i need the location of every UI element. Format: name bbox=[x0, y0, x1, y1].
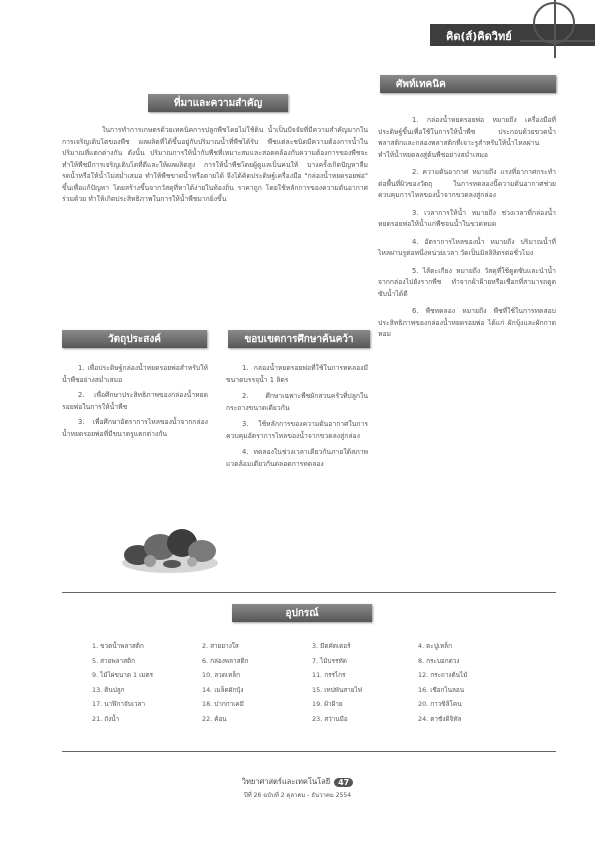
objective-item: 2. เพื่อศึกษาประสิทธิภาพของกล่องน้ำหยดรอยพ่อในการให้น้ำพืช bbox=[62, 391, 208, 411]
equipment-item: 12. กระถางต้นไม้ bbox=[418, 671, 468, 679]
crosshair-horizontal-line bbox=[520, 40, 595, 42]
equipment-item: 10. ลวดเหล็ก bbox=[202, 671, 241, 679]
scope-list bbox=[226, 363, 368, 475]
issue-info: ปีที่ 26 ฉบับที่ 2 ตุลาคม - ธันวาคม 2554 bbox=[243, 792, 352, 799]
scope-item: 2. ศึกษาเฉพาะพืชผักสวนครัวที่ปลูกในกระถางขนาดเดียวกัน bbox=[226, 392, 368, 412]
scope-item: 3. ใช้หลักการของความดันอากาศในการควบคุมอัตราการไหลของน้ำจากขวดลงสู่กล่อง bbox=[226, 420, 368, 440]
background-paragraph bbox=[62, 125, 368, 206]
technique-item: 5. ไส้ตะเกียง หมายถึง วัสดุที่ใช้ดูดซับและนำน้ำจากกล่องไปยังรากพืช ทำจากผ้าฝ้ายหรือเชือกที่สามารถดูดซับน้ำได้ดี bbox=[378, 266, 556, 298]
equipment-item: 23. สว่านมือ bbox=[312, 714, 348, 723]
page-number: 47 bbox=[334, 778, 353, 787]
equipment-item: 2. สายยางใส bbox=[202, 642, 239, 650]
scope-item: 4. ทดลองในช่วงเวลาเดียวกันภายใต้สภาพแวดล้อมเดียวกันตลอดการทดลอง bbox=[226, 448, 368, 468]
crosshair-vertical-line bbox=[554, 0, 556, 58]
scope-item: 1. กล่องน้ำหยดรอยพ่อที่ใช้ในการทดลองมีขนาดบรรจุน้ำ 1 ลิตร bbox=[226, 364, 368, 384]
equipment-item: 16. เชือกไนลอน bbox=[418, 685, 465, 694]
equipment-item: 20. กาวซิลิโคน bbox=[418, 700, 462, 708]
equipment-item: 15. เทปพันสายไฟ bbox=[312, 685, 363, 694]
technique-item: 2. ความดันอากาศ หมายถึง แรงที่อากาศกระทำต่อพื้นที่ผิวของวัตถุ ในการทดลองนี้ความดันอากาศช่วยควบคุมการไหลของน้ำจากขวดลงสู่กล่อง bbox=[378, 168, 556, 199]
scope-heading: ขอบเขตการศึกษาค้นคว้า bbox=[228, 330, 370, 348]
background-text: ในการทำการเกษตรด้วยเทคนิคการปลูกพืชโดยไม่ใช้ดิน น้ำเป็นปัจจัยที่มีความสำคัญมากในการเจริญเติบโตของพืช ผลผลิตที่ได้ขึ้นอยู่กับปริมาณน้ำที่พืชได้รับ พืชแต่ละชนิดมีความต้องการน้ำในปริมาณที่แตกต่างกัน ดังนั้น ปริมาณการให้น้ำกับพืชที่เหมาะสมและสอดคล้องกับความต้องการของพืชจะทำให้พืชมีการเจริญเติบโตที่ดีและให้ผลผลิตสูง การให้น้ำพืชโดยผู้ดูแลเป็นคนให้ บางครั้งเกิดปัญหาลืมรดน้ำหรือให้น้ำไม่สม่ำเสมอ ทำให้พืชขาดน้ำหรือตายได้ จึงได้คิดประดิษฐ์เครื่องมือ "กล่องน้ำหยดรอยพ่อ" ขึ้นเพื่อแก้ปัญหา โดยสร้างขึ้นจากวัสดุที่หาได้ง่ายในท้องถิ่น ราคาถูก โดยใช้หลักการของความดันอากาศร่วมด้วย ทำให้เกิดประสิทธิภาพในการให้น้ำพืชมากยิ่งขึ้น bbox=[62, 126, 368, 203]
objectives-list bbox=[62, 363, 208, 444]
technique-item: 1. กล่องน้ำหยดรอยพ่อ หมายถึง เครื่องมือที่ประดิษฐ์ขึ้นเพื่อใช้ในการให้น้ำพืช ประกอบด้วยขวดน้ำพลาสติกและกล่องพลาสติกที่เจาะรูสำหรับให้น้ำไหลผ่าน ทำให้น้ำหยดลงสู่ต้นพืชอย่างสม่ำเสมอ bbox=[378, 116, 556, 159]
equipment-list bbox=[92, 640, 537, 725]
technique-item: 3. เวลาการให้น้ำ หมายถึง ช่วงเวลาที่กล่องน้ำหยดรอยพ่อให้น้ำแก่พืชจนน้ำในขวดหมด bbox=[378, 208, 556, 228]
background-heading: ที่มาและความสำคัญ bbox=[148, 94, 288, 112]
equipment-item: 21. ถังน้ำ bbox=[92, 714, 120, 723]
equipment-item: 8. กระบอกตวง bbox=[418, 656, 460, 665]
technique-list bbox=[378, 115, 556, 347]
technique-heading: ศัพท์เทคนิค bbox=[380, 75, 556, 93]
equipment-item: 9. ไม้ไผ่ขนาด 1 เมตร bbox=[92, 671, 154, 679]
equipment-item: 22. ค้อน bbox=[202, 714, 227, 723]
equipment-item: 1. ขวดน้ำพลาสติก bbox=[92, 642, 144, 650]
equipment-item: 7. ไม้บรรทัด bbox=[312, 656, 347, 665]
equipment-item: 19. ผ้าฝ้าย bbox=[312, 700, 343, 708]
objective-item: 3. เพื่อศึกษาอัตราการไหลของน้ำจากกล่องน้ำหยดรอยพ่อที่มีขนาดรูแตกต่างกัน bbox=[62, 418, 208, 438]
equipment-item: 11. กรรไกร bbox=[312, 671, 346, 679]
objectives-heading: วัตถุประสงค์ bbox=[62, 330, 207, 348]
equipment-item: 14. เมล็ดผักบุ้ง bbox=[202, 685, 244, 694]
vegetables-image bbox=[120, 517, 220, 577]
technique-item: 6. พืชทดลอง หมายถึง พืชที่ใช้ในการทดสอบประสิทธิภาพของกล่องน้ำหยดรอยพ่อ ได้แก่ ผักบุ้งและผักกาดหอม bbox=[378, 307, 556, 338]
equipment-item: 5. สายพลาสติก bbox=[92, 656, 135, 665]
equipment-item: 3. มีดคัตเตอร์ bbox=[312, 642, 351, 650]
section-header bbox=[430, 0, 595, 55]
equipment-item: 24. ตาชั่งดิจิทัล bbox=[418, 714, 462, 723]
equipment-item: 4. ตะปูเหล็ก bbox=[418, 642, 452, 650]
magazine-name: วิทยาศาสตร์และเทคโนโลยี bbox=[241, 777, 331, 786]
objective-item: 1. เพื่อประดิษฐ์กล่องน้ำหยดรอยพ่อสำหรับให้น้ำพืชอย่างสม่ำเสมอ bbox=[62, 364, 208, 384]
equipment-heading: อุปกรณ์ bbox=[232, 604, 372, 622]
equipment-item: 6. กล่องพลาสติก bbox=[202, 656, 249, 665]
section-title: คิด(ส์)คิดวิทย์ bbox=[446, 30, 512, 43]
equipment-item: 17. นาฬิกาจับเวลา bbox=[92, 700, 146, 708]
equipment-item: 18. ปากกาเคมี bbox=[202, 700, 244, 708]
page-footer bbox=[0, 776, 595, 800]
technique-item: 4. อัตราการไหลของน้ำ หมายถึง ปริมาณน้ำที่ไหลผ่านรูต่อหนึ่งหน่วยเวลา วัดเป็นมิลลิลิตรต่อชั่วโมง bbox=[378, 237, 556, 257]
equipment-item: 13. ดินปลูก bbox=[92, 685, 125, 694]
